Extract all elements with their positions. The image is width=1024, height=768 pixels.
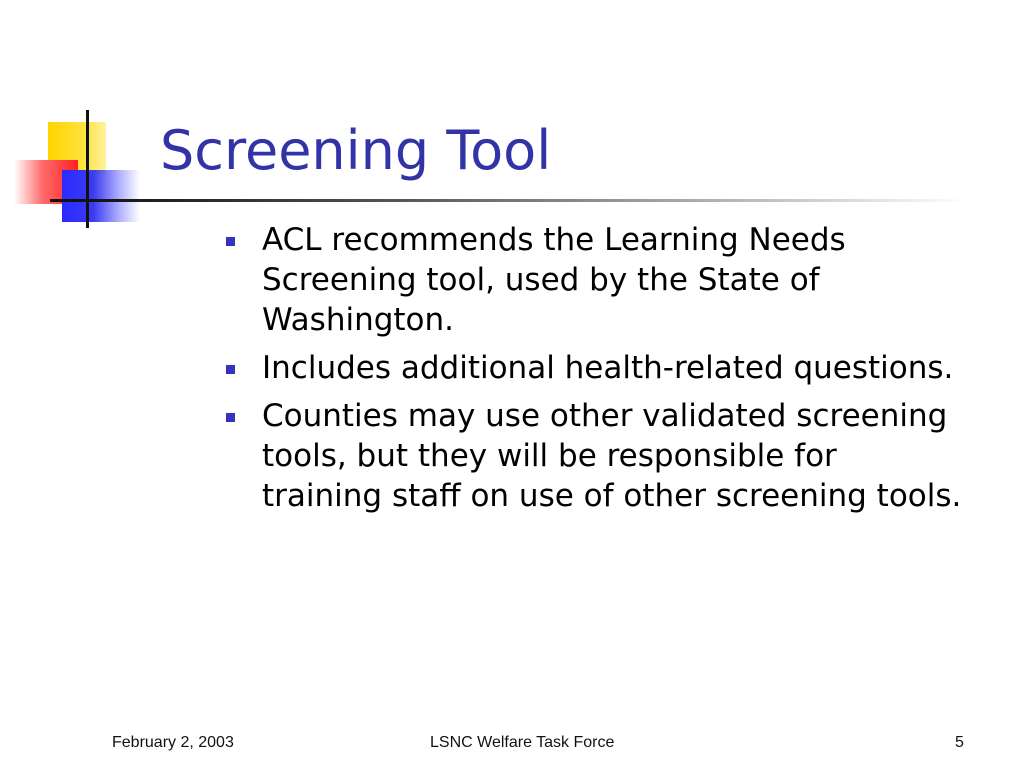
decorative-squares-logo	[0, 0, 170, 240]
bullet-item	[222, 396, 962, 516]
bullet-text: Includes additional health-related questions.	[262, 350, 954, 386]
footer-date: February 2, 2003	[112, 734, 234, 751]
bullet-list	[222, 220, 962, 524]
slide-number: 5	[955, 734, 964, 751]
title-underline	[88, 199, 968, 202]
square-bullet-icon	[226, 365, 235, 374]
footer-title: LSNC Welfare Task Force	[430, 734, 615, 751]
logo-vertical-line	[86, 110, 89, 228]
slide-title: Screening Tool	[160, 119, 552, 182]
bullet-text: Counties may use other validated screening tools, but they will be responsible for training staff on use of other screening tools.	[262, 398, 962, 514]
bullet-item	[222, 220, 962, 340]
square-bullet-icon	[226, 413, 235, 422]
bullet-text: ACL recommends the Learning Needs Screening tool, used by the State of Washington.	[262, 222, 846, 338]
square-bullet-icon	[226, 237, 235, 246]
bullet-item	[222, 348, 962, 388]
blue-square	[62, 170, 140, 222]
